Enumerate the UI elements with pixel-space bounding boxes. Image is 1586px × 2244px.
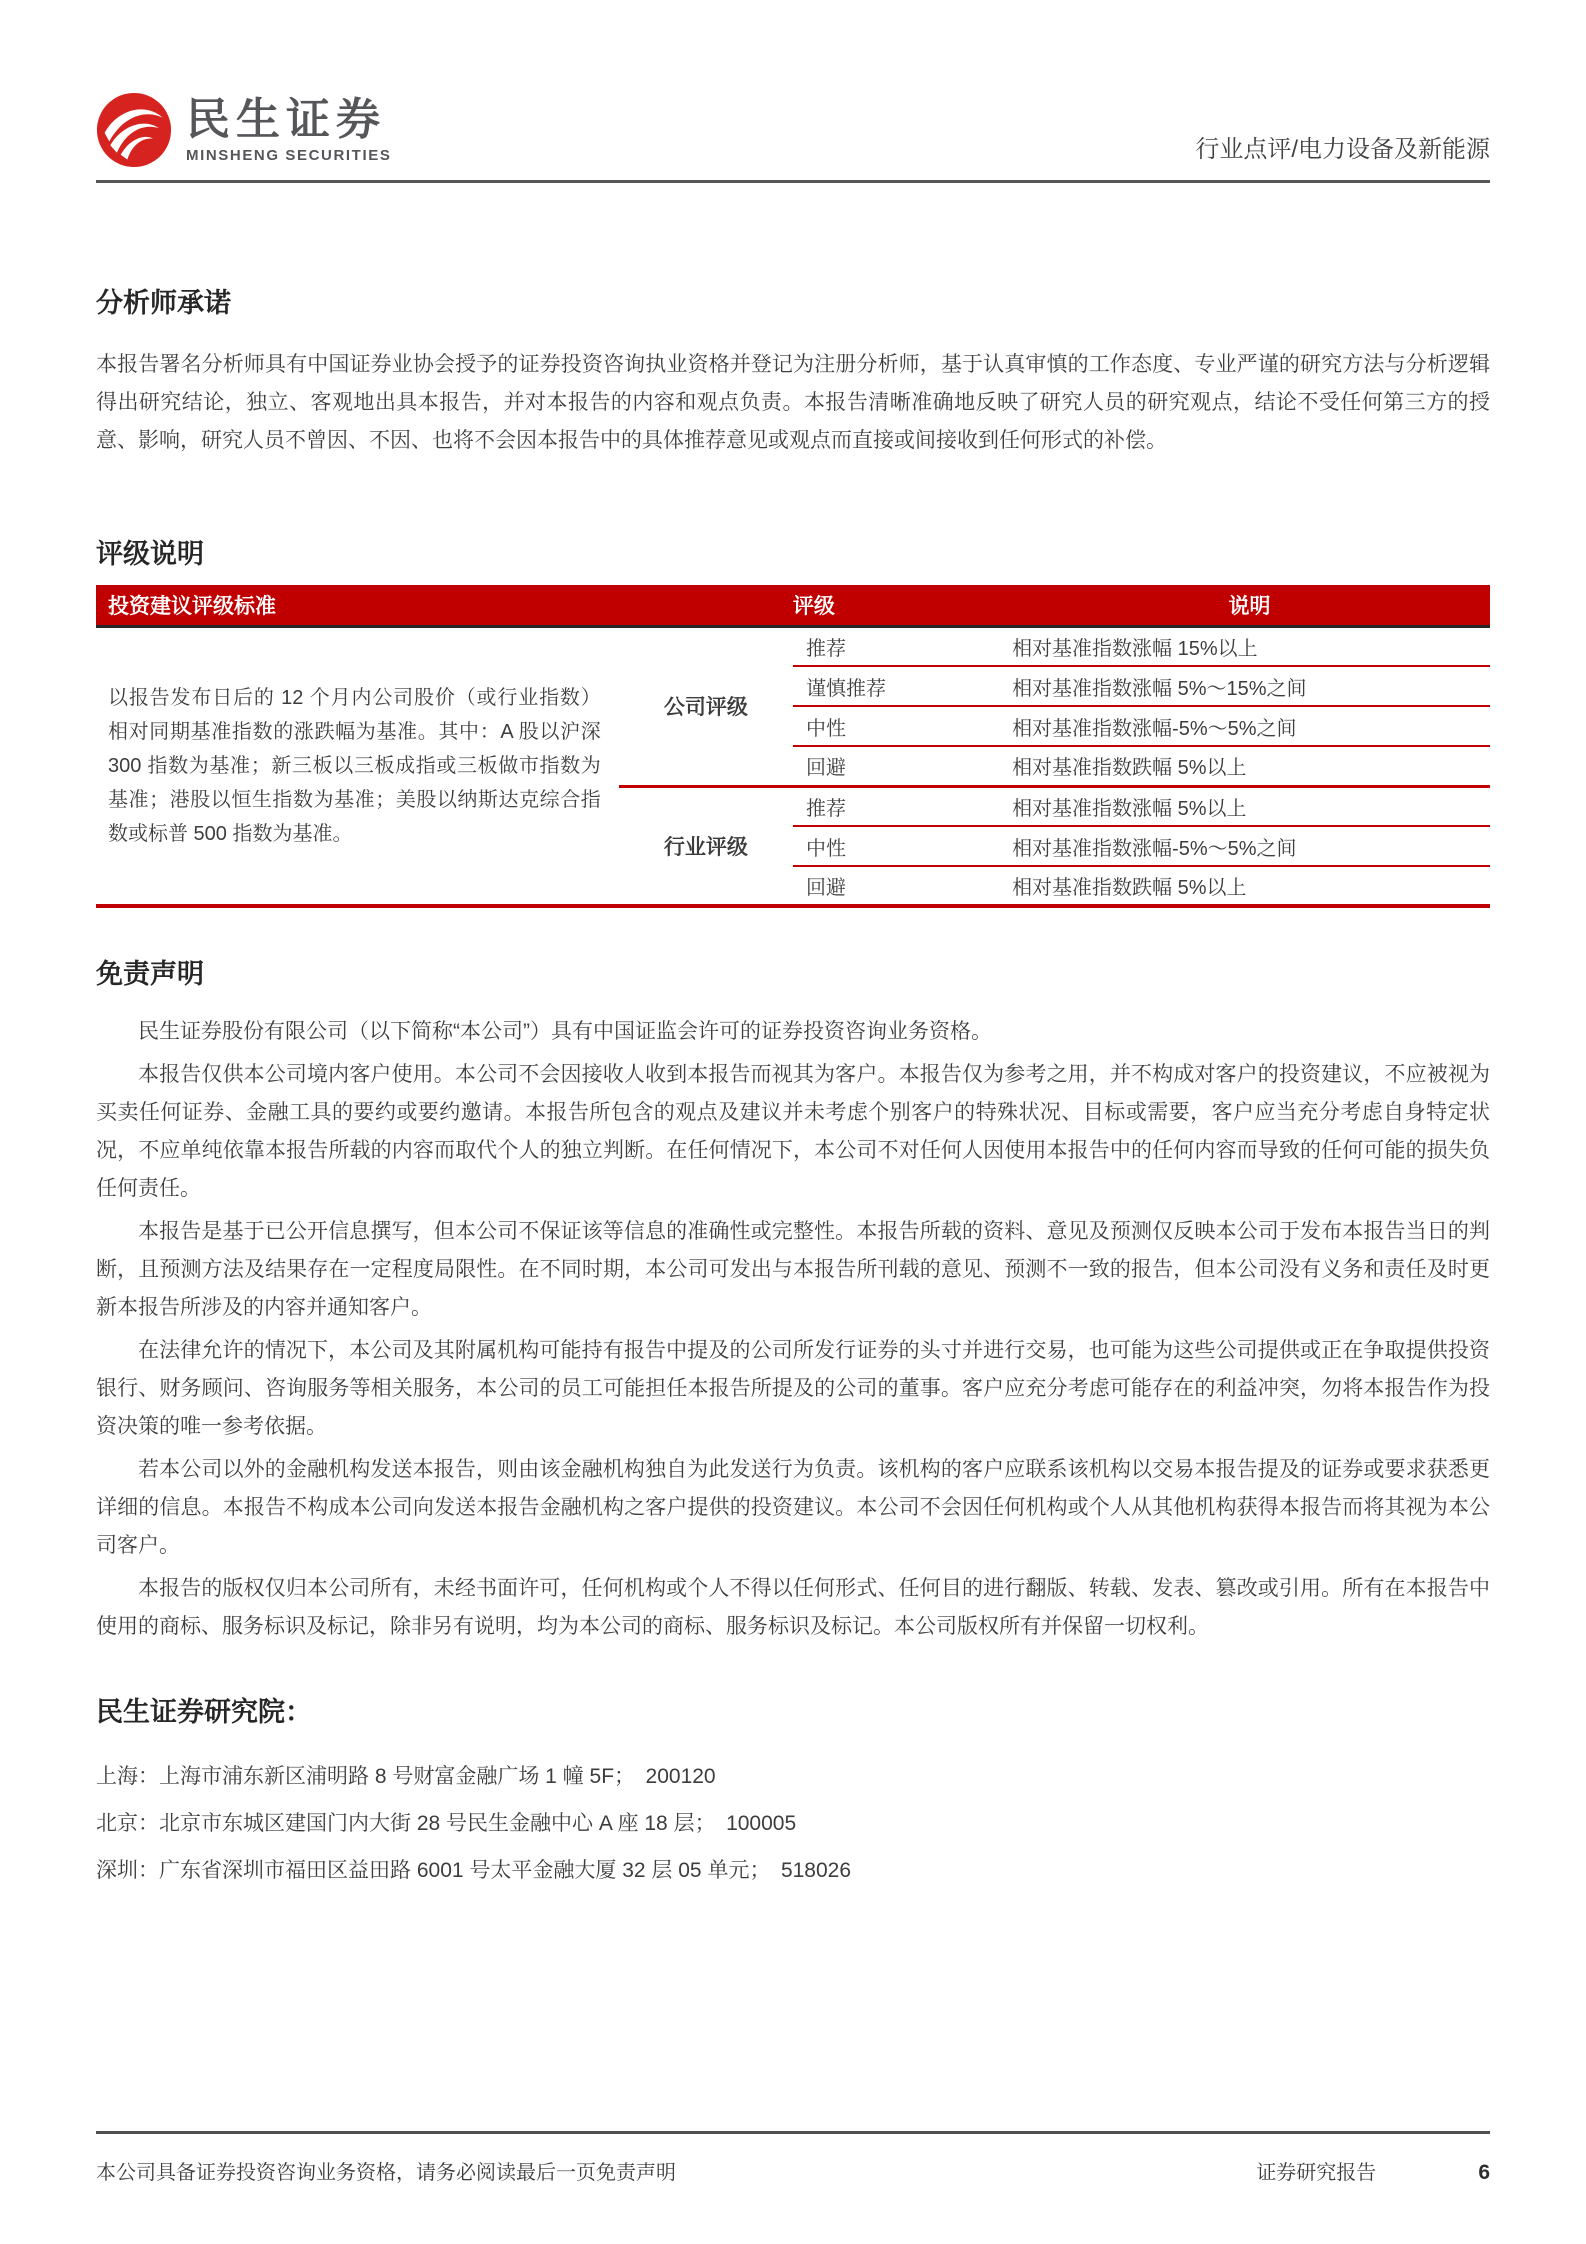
disclaimer-body xyxy=(96,1013,1490,1646)
analyst-commitment-body: 本报告署名分析师具有中国证券业协会授予的证券投资咨询执业资格并登记为注册分析师，基于认真审慎的工作态度、专业严谨的研究方法与分析逻辑得出研究结论，独立、客观地出具本报告，并对本报告的内容和观点负责。本报告清晰准确地反映了研究人员的研究观点，结论不受任何第三方的授意、影响，研究人员不曾因、不因、也将不会因本报告中的具体推荐意见或观点而直接或间接收到任何形式的补偿。 xyxy=(96,353,1490,452)
report-category-label: 行业点评/电力设备及新能源 xyxy=(1195,136,1490,163)
rating-desc: 相对基准指数跌幅 5%以上 xyxy=(1009,746,1490,786)
disclaimer-title: 免责声明 xyxy=(96,959,204,989)
header-cell-criteria: 投资建议评级标准 xyxy=(96,585,619,626)
analyst-commitment-title: 分析师承诺 xyxy=(96,288,231,318)
footer-right xyxy=(1256,2156,1490,2185)
rating-desc: 相对基准指数涨幅 5%～15%之间 xyxy=(1009,666,1490,706)
rating-name: 中性 xyxy=(793,826,1009,866)
rating-criteria-cell: 以报告发布日后的 12 个月内公司股价（或行业指数）相对同期基准指数的涨跌幅为基准。其中：A 股以沪深 300 指数为基准；新三板以三板成指或三板做市指数为基准；港股以恒生指数为基准；美股以纳斯达克综合指数或标普 500 指数为基准。 xyxy=(108,686,601,845)
header-cell-rating: 评级 xyxy=(619,585,1009,626)
office-beijing: 北京：北京市东城区建国门内大街 28 号民生金融中心 A 座 18 层； 100005 xyxy=(96,1812,797,1835)
rating-table-header-row xyxy=(96,585,1490,626)
footer-report-type: 证券研究报告 xyxy=(1256,2162,1377,2184)
rating-name: 中性 xyxy=(793,706,1009,746)
disclaimer-paragraph: 民生证券股份有限公司（以下简称“本公司”）具有中国证监会许可的证券投资咨询业务资格。 xyxy=(138,1020,992,1043)
logo-text xyxy=(186,96,391,163)
rating-desc: 相对基准指数跌幅 5%以上 xyxy=(1012,877,1247,899)
rating-desc: 相对基准指数涨幅 5%以上 xyxy=(1009,786,1490,826)
rating-name: 回避 xyxy=(793,746,1009,786)
office-shanghai: 上海：上海市浦东新区浦明路 8 号财富金融广场 1 幢 5F； 200120 xyxy=(96,1765,716,1788)
rating-table xyxy=(96,585,1490,908)
logo-cn-name: 民生证券 xyxy=(186,95,386,145)
rating-name: 谨慎推荐 xyxy=(793,666,1009,706)
rating-name: 回避 xyxy=(806,877,846,899)
disclaimer-paragraph: 在法律允许的情况下，本公司及其附属机构可能持有报告中提及的公司所发行证券的头寸并进行交易，也可能为这些公司提供或正在争取提供投资银行、财务顾问、咨询服务等相关服务，本公司的员工可能担任本报告所提及的公司的董事。客户应充分考虑可能存在的利益冲突，勿将本报告作为投资决策的唯一参考依据。 xyxy=(96,1339,1490,1438)
rating-desc: 相对基准指数涨幅-5%～5%之间 xyxy=(1009,706,1490,746)
company-logo xyxy=(96,92,391,168)
industry-rating-category: 行业评级 xyxy=(663,835,748,859)
logo-en-name: MINSHENG SECURITIES xyxy=(186,146,392,164)
disclaimer-paragraph: 本报告仅供本公司境内客户使用。本公司不会因接收人收到本报告而视其为客户。本报告仅为参考之用，并不构成对客户的投资建议，不应被视为买卖任何证券、金融工具的要约或要约邀请。本报告所包含的观点及建议并未考虑个别客户的特殊状况、目标或需要，客户应当充分考虑自身特定状况，不应单纯依靠本报告所载的内容而取代个人的独立判断。在任何情况下，本公司不对任何人因使用本报告中的任何内容而导致的任何可能的损失负任何责任。 xyxy=(96,1063,1490,1200)
page-footer xyxy=(96,2131,1490,2185)
minsheng-logo-icon xyxy=(96,92,172,168)
rating-desc: 相对基准指数涨幅 15%以上 xyxy=(1009,626,1490,666)
office-list xyxy=(96,1753,1490,1894)
table-row xyxy=(96,626,1490,666)
footer-disclaimer-note: 本公司具备证券投资咨询业务资格，请务必阅读最后一页免责声明 xyxy=(96,2162,676,2184)
rating-description-title: 评级说明 xyxy=(96,539,204,569)
disclaimer-paragraph: 本报告是基于已公开信息撰写，但本公司不保证该等信息的准确性或完整性。本报告所载的资料、意见及预测仅反映本公司于发布本报告当日的判断，且预测方法及结果存在一定程度局限性。在不同时期，本公司可发出与本报告所刊载的意见、预测不一致的报告，但本公司没有义务和责任及时更新本报告所涉及的内容并通知客户。 xyxy=(96,1220,1490,1319)
rating-name: 推荐 xyxy=(793,786,1009,826)
company-rating-category: 公司评级 xyxy=(619,626,793,786)
page-number: 6 xyxy=(1478,2161,1490,2184)
rating-name: 推荐 xyxy=(793,626,1009,666)
disclaimer-paragraph: 若本公司以外的金融机构发送本报告，则由该金融机构独自为此发送行为负责。该机构的客户应联系该机构以交易本报告提及的证券或要求获悉更详细的信息。本报告不构成本公司向发送本报告金融机构之客户提供的投资建议。本公司不会因任何机构或个人从其他机构获得本报告而将其视为本公司客户。 xyxy=(96,1458,1490,1557)
header-cell-description: 说明 xyxy=(1009,585,1490,626)
disclaimer-paragraph: 本报告的版权仅归本公司所有，未经书面许可，任何机构或个人不得以任何形式、任何目的进行翻版、转载、发表、篡改或引用。所有在本报告中使用的商标、服务标识及标记，除非另有说明，均为本公司的商标、服务标识及标记。本公司版权所有并保留一切权利。 xyxy=(96,1577,1490,1638)
research-institute-title: 民生证券研究院： xyxy=(96,1697,312,1727)
page-header xyxy=(96,0,1490,183)
office-shenzhen: 深圳：广东省深圳市福田区益田路 6001 号太平金融大厦 32 层 05 单元； 518026 xyxy=(96,1859,852,1882)
rating-desc: 相对基准指数涨幅-5%～5%之间 xyxy=(1009,826,1490,866)
